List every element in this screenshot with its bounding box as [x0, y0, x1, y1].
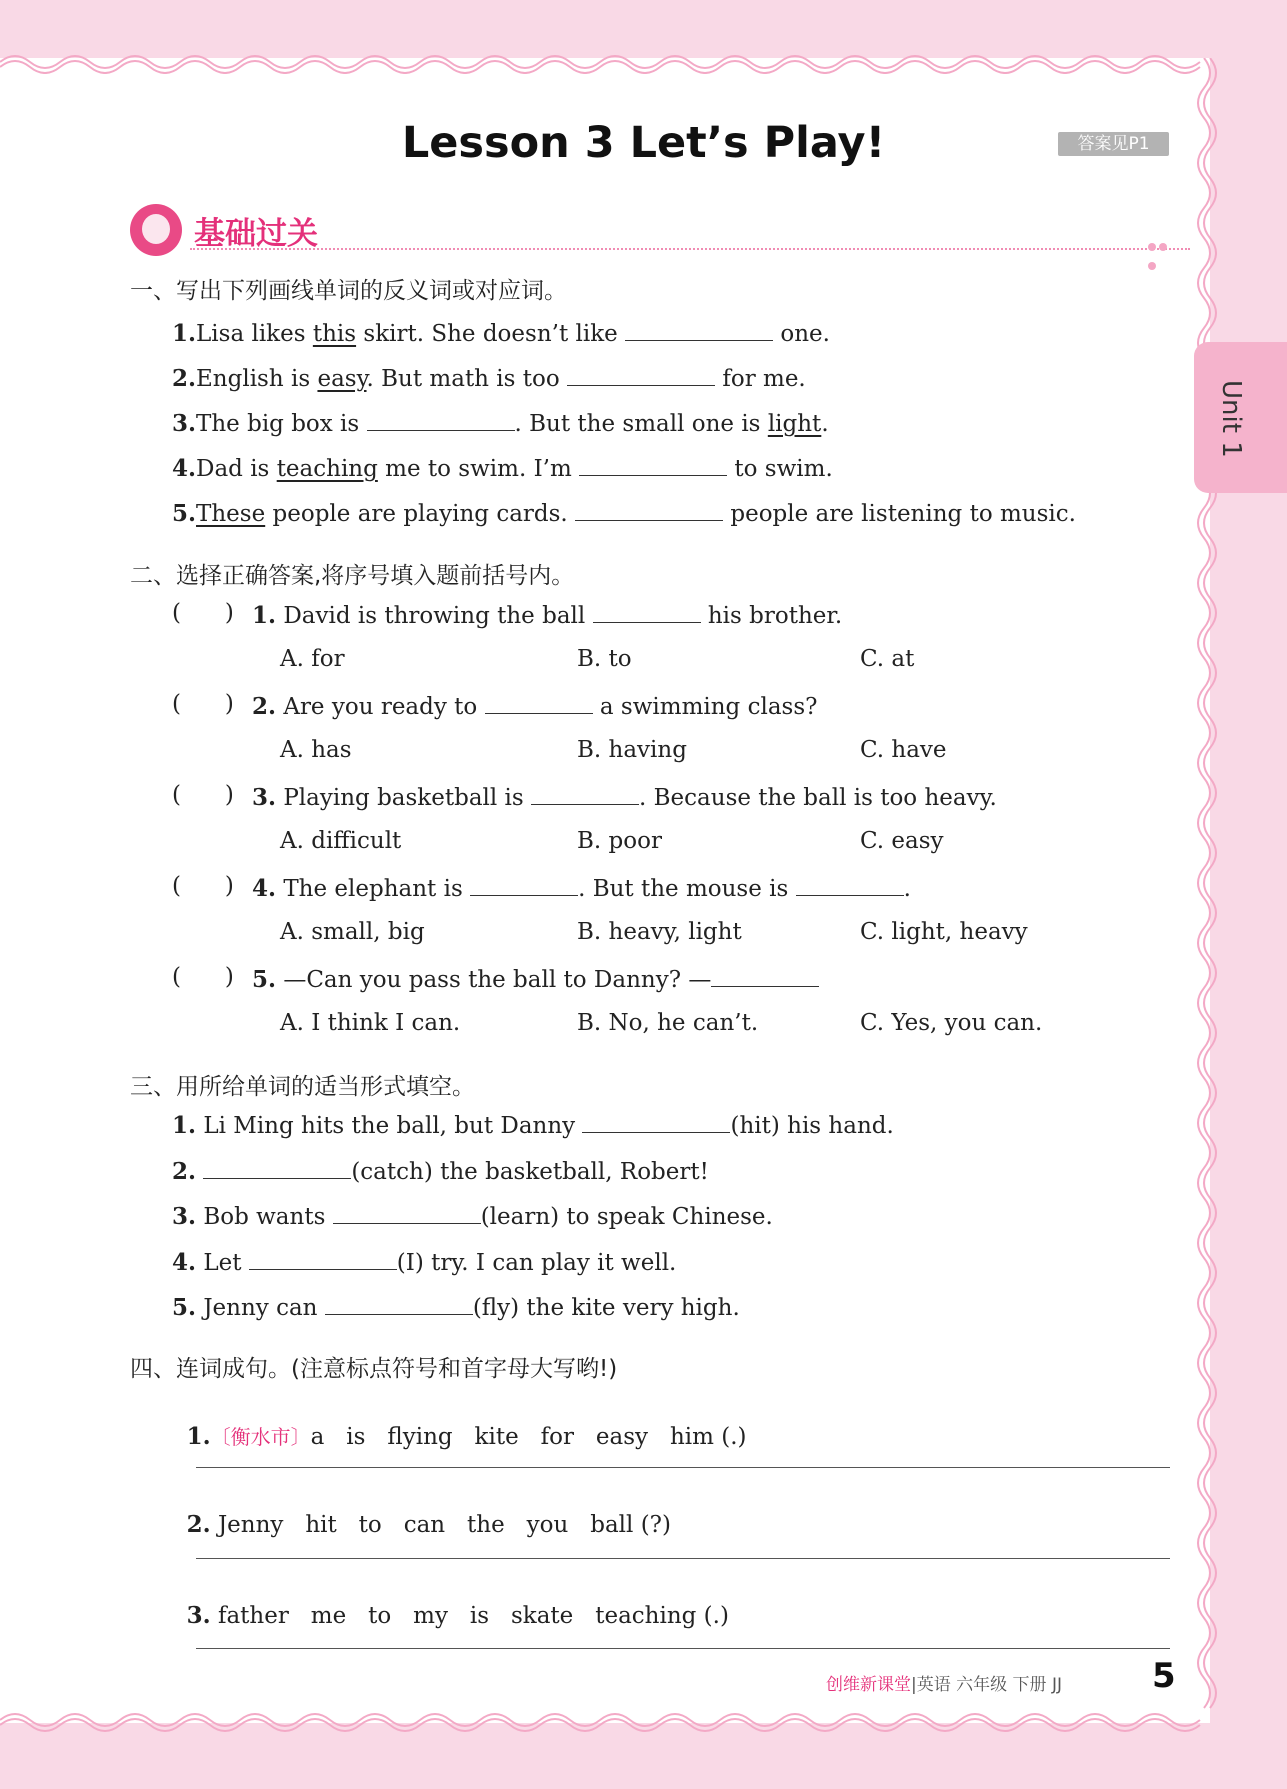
footer-meta: |英语 六年级 下册 JJ — [911, 1675, 1062, 1695]
part2-question: 5. —Can you pass the ball to Danny? — — [252, 964, 819, 993]
option-c[interactable]: C. easy — [860, 828, 944, 854]
footer-info — [826, 1670, 1062, 1695]
option-c[interactable]: C. at — [860, 646, 915, 672]
part3-item: 3. Bob wants (learn) to speak Chinese. — [172, 1203, 773, 1230]
part1-heading: 一、写出下列画线单词的反义词或对应词。 — [130, 278, 567, 304]
answer-blank[interactable] — [325, 1292, 473, 1315]
region-tag: 〔衡水市〕 — [210, 1425, 311, 1449]
part1-item: 1.Lisa likes this skirt. She doesn’t like one. — [172, 320, 830, 347]
answer-blank[interactable] — [579, 453, 727, 476]
answer-bracket[interactable]: ( ) — [172, 600, 234, 626]
option-a[interactable]: A. small, big — [280, 919, 425, 945]
option-a[interactable]: A. has — [280, 737, 352, 763]
option-c[interactable]: C. light, heavy — [860, 919, 1028, 945]
answer-blank[interactable] — [711, 964, 819, 987]
part1-item: 3.The big box is . But the small one is light. — [172, 410, 829, 437]
answer-line[interactable] — [196, 1648, 1170, 1649]
unit-tab[interactable] — [1194, 342, 1287, 493]
section-title: 基础过关 — [194, 216, 318, 252]
part3-item: 5. Jenny can (fly) the kite very high. — [172, 1294, 740, 1321]
option-a[interactable]: A. I think I can. — [280, 1010, 461, 1036]
option-b[interactable]: B. No, he can’t. — [577, 1010, 759, 1036]
section-header — [130, 204, 1170, 252]
part2-question: 2. Are you ready to a swimming class? — [252, 693, 818, 720]
cartoon-girl-icon — [130, 204, 182, 256]
top-wave-border — [0, 50, 1210, 74]
part1-item: 5.These people are playing cards. people are listening to music. — [172, 500, 1076, 527]
dotted-divider — [190, 248, 1190, 250]
answer-bracket[interactable]: ( ) — [172, 964, 234, 990]
part2-question: 4. The elephant is . But the mouse is . — [252, 875, 911, 902]
part2-heading: 二、选择正确答案,将序号填入题前括号内。 — [130, 563, 575, 589]
answer-blank[interactable] — [582, 1110, 730, 1133]
answer-blank[interactable] — [203, 1156, 351, 1179]
option-b[interactable]: B. to — [577, 646, 632, 672]
part4-heading: 四、连词成句。(注意标点符号和首字母大写哟!) — [130, 1356, 618, 1382]
answer-blank[interactable] — [485, 691, 593, 714]
answer-blank[interactable] — [593, 600, 701, 623]
part3-item: 4. Let (I) try. I can play it well. — [172, 1249, 677, 1276]
bottom-wave-border — [0, 1712, 1210, 1736]
answer-line[interactable] — [196, 1558, 1170, 1559]
footer-brand: 创维新课堂 — [826, 1675, 911, 1695]
part2-question: 3. Playing basketball is . Because the ball is too heavy. — [252, 784, 997, 811]
answer-bracket[interactable]: ( ) — [172, 873, 234, 899]
answer-blank[interactable] — [249, 1247, 397, 1270]
page-number: 5 — [1152, 1656, 1176, 1696]
answer-reference-badge: 答案见P1 — [1058, 132, 1169, 156]
part4-item: 1.〔衡水市〕a is flying kite for easy him (.) — [186, 1423, 747, 1450]
answer-blank[interactable] — [625, 318, 773, 341]
option-b[interactable]: B. poor — [577, 828, 662, 854]
answer-blank[interactable] — [531, 782, 639, 805]
part3-item: 1. Li Ming hits the ball, but Danny (hit) his hand. — [172, 1112, 894, 1139]
part2-question: 1. David is throwing the ball his brother. — [252, 602, 843, 629]
answer-blank[interactable] — [367, 408, 515, 431]
answer-line[interactable] — [196, 1467, 1170, 1468]
part4-item: 2. Jenny hit to can the you ball (?) — [186, 1511, 671, 1538]
option-a[interactable]: A. difficult — [280, 828, 402, 854]
part4-item: 3. father me to my is skate teaching (.) — [186, 1602, 729, 1629]
answer-blank[interactable] — [567, 363, 715, 386]
option-b[interactable]: B. heavy, light — [577, 919, 742, 945]
option-b[interactable]: B. having — [577, 737, 687, 763]
option-a[interactable]: A. for — [280, 646, 345, 672]
part3-item: 2. (catch) the basketball, Robert! — [172, 1158, 709, 1185]
answer-blank[interactable] — [470, 873, 578, 896]
decor-dots-icon — [1148, 236, 1170, 274]
answer-blank[interactable] — [575, 498, 723, 521]
answer-blank[interactable] — [796, 873, 904, 896]
page-title: Lesson 3 Let’s Play! — [401, 118, 886, 168]
answer-bracket[interactable]: ( ) — [172, 691, 234, 717]
right-wave-border — [1196, 58, 1224, 1723]
part3-heading: 三、用所给单词的适当形式填空。 — [130, 1074, 475, 1100]
option-c[interactable]: C. have — [860, 737, 947, 763]
part1-item: 2.English is easy. But math is too for me. — [172, 365, 806, 392]
part1-item: 4.Dad is teaching me to swim. I’m to swim. — [172, 455, 833, 482]
option-c[interactable]: C. Yes, you can. — [860, 1010, 1043, 1036]
unit-tab-label: Unit 1 — [1216, 380, 1246, 458]
answer-blank[interactable] — [333, 1201, 481, 1224]
answer-bracket[interactable]: ( ) — [172, 782, 234, 808]
